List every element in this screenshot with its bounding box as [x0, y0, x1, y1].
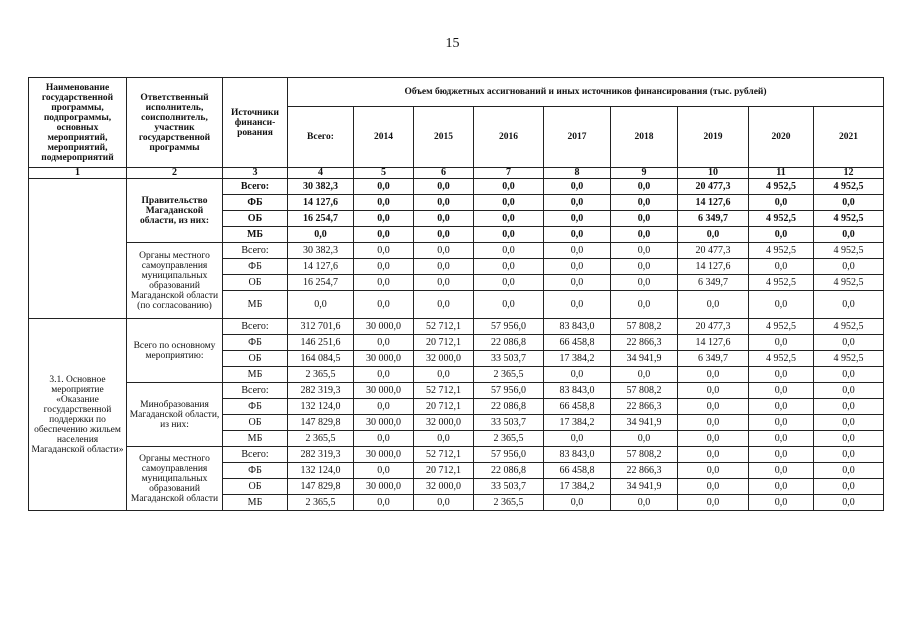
value-cell: 0,0 [814, 291, 884, 319]
funding-source-cell: Всего: [223, 319, 288, 335]
value-cell: 22 866,3 [611, 399, 678, 415]
executor-cell: Органы местного самоуправления муниципальных образований Магаданской области [127, 447, 223, 511]
value-cell: 0,0 [544, 179, 611, 195]
value-cell: 0,0 [611, 179, 678, 195]
value-cell: 34 941,9 [611, 351, 678, 367]
funding-source-cell: Всего: [223, 179, 288, 195]
value-cell: 0,0 [749, 291, 814, 319]
value-cell: 30 000,0 [354, 319, 414, 335]
value-cell: 83 843,0 [544, 319, 611, 335]
table-row [29, 319, 884, 335]
value-cell: 0,0 [814, 415, 884, 431]
value-cell: 17 384,2 [544, 351, 611, 367]
column-number: 10 [678, 168, 749, 179]
value-cell: 0,0 [354, 367, 414, 383]
value-cell: 4 952,5 [749, 319, 814, 335]
value-cell: 0,0 [814, 259, 884, 275]
value-cell: 0,0 [414, 243, 474, 259]
value-cell: 0,0 [749, 479, 814, 495]
value-cell: 2 365,5 [474, 495, 544, 511]
value-cell: 20 712,1 [414, 399, 474, 415]
value-cell: 0,0 [354, 211, 414, 227]
header-executor: Ответственный исполнитель, соисполнитель, участник государственной программы [127, 78, 223, 168]
column-number-row [29, 168, 884, 179]
value-cell: 4 952,5 [814, 243, 884, 259]
value-cell: 0,0 [544, 259, 611, 275]
value-cell: 2 365,5 [288, 495, 354, 511]
value-cell: 33 503,7 [474, 351, 544, 367]
value-cell: 0,0 [414, 211, 474, 227]
funding-source-cell: Всего: [223, 383, 288, 399]
value-cell: 0,0 [678, 431, 749, 447]
table-row [29, 179, 884, 195]
value-cell: 0,0 [814, 463, 884, 479]
value-cell: 83 843,0 [544, 447, 611, 463]
value-cell: 0,0 [678, 399, 749, 415]
funding-source-cell: ОБ [223, 351, 288, 367]
value-cell: 0,0 [749, 447, 814, 463]
value-cell: 20 477,3 [678, 319, 749, 335]
value-cell: 0,0 [611, 195, 678, 211]
value-cell: 66 458,8 [544, 463, 611, 479]
header-year: 2015 [414, 107, 474, 168]
value-cell: 0,0 [814, 383, 884, 399]
value-cell: 0,0 [354, 195, 414, 211]
value-cell: 0,0 [749, 383, 814, 399]
value-cell: 4 952,5 [814, 319, 884, 335]
value-cell: 0,0 [354, 275, 414, 291]
value-cell: 0,0 [544, 243, 611, 259]
program-name-cell [29, 179, 127, 319]
value-cell: 17 384,2 [544, 415, 611, 431]
value-cell: 0,0 [814, 227, 884, 243]
column-number: 9 [611, 168, 678, 179]
value-cell: 0,0 [414, 259, 474, 275]
funding-source-cell: МБ [223, 367, 288, 383]
value-cell: 14 127,6 [678, 195, 749, 211]
value-cell: 20 477,3 [678, 243, 749, 259]
column-number: 12 [814, 168, 884, 179]
value-cell: 0,0 [678, 415, 749, 431]
value-cell: 14 127,6 [678, 259, 749, 275]
value-cell: 30 000,0 [354, 383, 414, 399]
funding-source-cell: ОБ [223, 211, 288, 227]
value-cell: 20 712,1 [414, 463, 474, 479]
header-year: 2014 [354, 107, 414, 168]
value-cell: 0,0 [354, 495, 414, 511]
value-cell: 32 000,0 [414, 479, 474, 495]
value-cell: 0,0 [814, 431, 884, 447]
value-cell: 30 000,0 [354, 447, 414, 463]
value-cell: 30 000,0 [354, 479, 414, 495]
value-cell: 4 952,5 [749, 275, 814, 291]
value-cell: 282 319,3 [288, 447, 354, 463]
value-cell: 0,0 [611, 259, 678, 275]
value-cell: 4 952,5 [814, 211, 884, 227]
value-cell: 0,0 [749, 335, 814, 351]
value-cell: 16 254,7 [288, 275, 354, 291]
value-cell: 0,0 [678, 495, 749, 511]
value-cell: 0,0 [814, 495, 884, 511]
executor-cell: Минобразования Магаданской области, из них: [127, 383, 223, 447]
value-cell: 147 829,8 [288, 415, 354, 431]
budget-allocation-table [28, 77, 884, 511]
value-cell: 30 000,0 [354, 415, 414, 431]
value-cell: 4 952,5 [814, 275, 884, 291]
value-cell: 147 829,8 [288, 479, 354, 495]
header-program-name: Наименование государственной программы, подпрограммы, основных мероприятий, мероприятий, подмероприятий [29, 78, 127, 168]
value-cell: 52 712,1 [414, 447, 474, 463]
value-cell: 0,0 [414, 431, 474, 447]
value-cell: 14 127,6 [288, 195, 354, 211]
value-cell: 0,0 [474, 211, 544, 227]
header-funding-source: Источники финанси-рования [223, 78, 288, 168]
value-cell: 52 712,1 [414, 319, 474, 335]
value-cell: 22 866,3 [611, 335, 678, 351]
value-cell: 2 365,5 [474, 431, 544, 447]
value-cell: 30 382,3 [288, 179, 354, 195]
value-cell: 0,0 [414, 179, 474, 195]
value-cell: 4 952,5 [814, 351, 884, 367]
value-cell: 0,0 [474, 259, 544, 275]
value-cell: 0,0 [354, 243, 414, 259]
value-cell: 22 866,3 [611, 463, 678, 479]
value-cell: 0,0 [414, 227, 474, 243]
value-cell: 0,0 [354, 259, 414, 275]
value-cell: 0,0 [354, 291, 414, 319]
table-body [29, 168, 884, 511]
column-number: 1 [29, 168, 127, 179]
column-number: 11 [749, 168, 814, 179]
value-cell: 0,0 [414, 495, 474, 511]
value-cell: 66 458,8 [544, 399, 611, 415]
value-cell: 66 458,8 [544, 335, 611, 351]
value-cell: 6 349,7 [678, 275, 749, 291]
value-cell: 0,0 [474, 291, 544, 319]
value-cell: 0,0 [544, 227, 611, 243]
funding-source-cell: МБ [223, 291, 288, 319]
value-cell: 0,0 [414, 275, 474, 291]
value-cell: 0,0 [611, 211, 678, 227]
value-cell: 2 365,5 [288, 431, 354, 447]
value-cell: 0,0 [544, 211, 611, 227]
value-cell: 0,0 [611, 227, 678, 243]
value-cell: 34 941,9 [611, 479, 678, 495]
header-year: 2017 [544, 107, 611, 168]
value-cell: 57 808,2 [611, 383, 678, 399]
value-cell: 30 382,3 [288, 243, 354, 259]
value-cell: 0,0 [354, 335, 414, 351]
value-cell: 52 712,1 [414, 383, 474, 399]
value-cell: 0,0 [354, 463, 414, 479]
value-cell: 0,0 [678, 383, 749, 399]
funding-source-cell: ОБ [223, 479, 288, 495]
header-funding-volume: Объем бюджетных ассигнований и иных источников финансирования (тыс. рублей) [288, 78, 884, 107]
value-cell: 4 952,5 [814, 179, 884, 195]
value-cell: 0,0 [814, 335, 884, 351]
value-cell: 34 941,9 [611, 415, 678, 431]
value-cell: 16 254,7 [288, 211, 354, 227]
value-cell: 0,0 [611, 275, 678, 291]
value-cell: 164 084,5 [288, 351, 354, 367]
value-cell: 4 952,5 [749, 243, 814, 259]
value-cell: 0,0 [414, 291, 474, 319]
funding-source-cell: МБ [223, 495, 288, 511]
value-cell: 33 503,7 [474, 415, 544, 431]
value-cell: 2 365,5 [474, 367, 544, 383]
value-cell: 132 124,0 [288, 399, 354, 415]
column-number: 7 [474, 168, 544, 179]
value-cell: 57 808,2 [611, 447, 678, 463]
value-cell: 0,0 [678, 227, 749, 243]
value-cell: 33 503,7 [474, 479, 544, 495]
value-cell: 0,0 [678, 479, 749, 495]
value-cell: 0,0 [544, 431, 611, 447]
value-cell: 2 365,5 [288, 367, 354, 383]
value-cell: 30 000,0 [354, 351, 414, 367]
value-cell: 22 086,8 [474, 463, 544, 479]
funding-source-cell: ФБ [223, 335, 288, 351]
column-number: 5 [354, 168, 414, 179]
funding-source-cell: МБ [223, 431, 288, 447]
value-cell: 0,0 [814, 367, 884, 383]
funding-source-cell: ФБ [223, 195, 288, 211]
value-cell: 4 952,5 [749, 211, 814, 227]
value-cell: 20 477,3 [678, 179, 749, 195]
value-cell: 0,0 [749, 195, 814, 211]
funding-source-cell: Всего: [223, 243, 288, 259]
column-number: 4 [288, 168, 354, 179]
value-cell: 0,0 [611, 495, 678, 511]
page-number: 15 [445, 36, 460, 51]
value-cell: 0,0 [678, 463, 749, 479]
executor-cell: Всего по основному мероприятию: [127, 319, 223, 383]
value-cell: 0,0 [749, 431, 814, 447]
value-cell: 57 956,0 [474, 447, 544, 463]
executor-cell: Правительство Магаданской области, из них: [127, 179, 223, 243]
value-cell: 22 086,8 [474, 335, 544, 351]
funding-source-cell: ФБ [223, 463, 288, 479]
value-cell: 0,0 [611, 431, 678, 447]
header-year: 2018 [611, 107, 678, 168]
value-cell: 0,0 [288, 291, 354, 319]
value-cell: 20 712,1 [414, 335, 474, 351]
funding-source-cell: ФБ [223, 399, 288, 415]
value-cell: 0,0 [814, 399, 884, 415]
value-cell: 0,0 [814, 447, 884, 463]
value-cell: 0,0 [678, 367, 749, 383]
value-cell: 0,0 [678, 447, 749, 463]
column-number: 6 [414, 168, 474, 179]
value-cell: 0,0 [611, 367, 678, 383]
value-cell: 146 251,6 [288, 335, 354, 351]
value-cell: 0,0 [474, 275, 544, 291]
header-total: Всего: [288, 107, 354, 168]
value-cell: 0,0 [544, 495, 611, 511]
value-cell: 6 349,7 [678, 351, 749, 367]
table-row [29, 243, 884, 259]
value-cell: 0,0 [814, 479, 884, 495]
column-number: 3 [223, 168, 288, 179]
value-cell: 0,0 [354, 399, 414, 415]
value-cell: 0,0 [749, 367, 814, 383]
value-cell: 83 843,0 [544, 383, 611, 399]
value-cell: 0,0 [474, 179, 544, 195]
value-cell: 14 127,6 [678, 335, 749, 351]
funding-source-cell: ФБ [223, 259, 288, 275]
value-cell: 0,0 [611, 291, 678, 319]
value-cell: 0,0 [749, 415, 814, 431]
value-cell: 282 319,3 [288, 383, 354, 399]
executor-cell: Органы местного самоуправления муниципальных образований Магаданской области (по согласованию) [127, 243, 223, 319]
funding-source-cell: МБ [223, 227, 288, 243]
value-cell: 0,0 [414, 367, 474, 383]
value-cell: 0,0 [474, 195, 544, 211]
value-cell: 312 701,6 [288, 319, 354, 335]
value-cell: 0,0 [611, 243, 678, 259]
column-number: 2 [127, 168, 223, 179]
value-cell: 0,0 [749, 227, 814, 243]
value-cell: 6 349,7 [678, 211, 749, 227]
header-year: 2021 [814, 107, 884, 168]
value-cell: 0,0 [354, 431, 414, 447]
value-cell: 22 086,8 [474, 399, 544, 415]
value-cell: 0,0 [749, 495, 814, 511]
value-cell: 132 124,0 [288, 463, 354, 479]
value-cell: 0,0 [749, 463, 814, 479]
value-cell: 57 808,2 [611, 319, 678, 335]
value-cell: 17 384,2 [544, 479, 611, 495]
value-cell: 4 952,5 [749, 351, 814, 367]
column-number: 8 [544, 168, 611, 179]
value-cell: 0,0 [474, 227, 544, 243]
funding-source-cell: Всего: [223, 447, 288, 463]
value-cell: 0,0 [678, 291, 749, 319]
value-cell: 4 952,5 [749, 179, 814, 195]
header-year: 2019 [678, 107, 749, 168]
header-year: 2020 [749, 107, 814, 168]
value-cell: 0,0 [354, 179, 414, 195]
funding-source-cell: ОБ [223, 275, 288, 291]
value-cell: 0,0 [354, 227, 414, 243]
value-cell: 0,0 [288, 227, 354, 243]
funding-source-cell: ОБ [223, 415, 288, 431]
value-cell: 0,0 [544, 367, 611, 383]
value-cell: 0,0 [749, 399, 814, 415]
value-cell: 0,0 [474, 243, 544, 259]
value-cell: 0,0 [414, 195, 474, 211]
value-cell: 14 127,6 [288, 259, 354, 275]
value-cell: 0,0 [814, 195, 884, 211]
measure-name-cell: 3.1. Основное мероприятие «Оказание государственной поддержки по обеспечению жильем населения Магаданской области» [29, 319, 127, 511]
value-cell: 0,0 [544, 195, 611, 211]
value-cell: 32 000,0 [414, 415, 474, 431]
header-year: 2016 [474, 107, 544, 168]
table-row [29, 447, 884, 463]
value-cell: 57 956,0 [474, 383, 544, 399]
value-cell: 0,0 [544, 275, 611, 291]
value-cell: 0,0 [544, 291, 611, 319]
value-cell: 0,0 [749, 259, 814, 275]
value-cell: 32 000,0 [414, 351, 474, 367]
table-row [29, 383, 884, 399]
value-cell: 57 956,0 [474, 319, 544, 335]
